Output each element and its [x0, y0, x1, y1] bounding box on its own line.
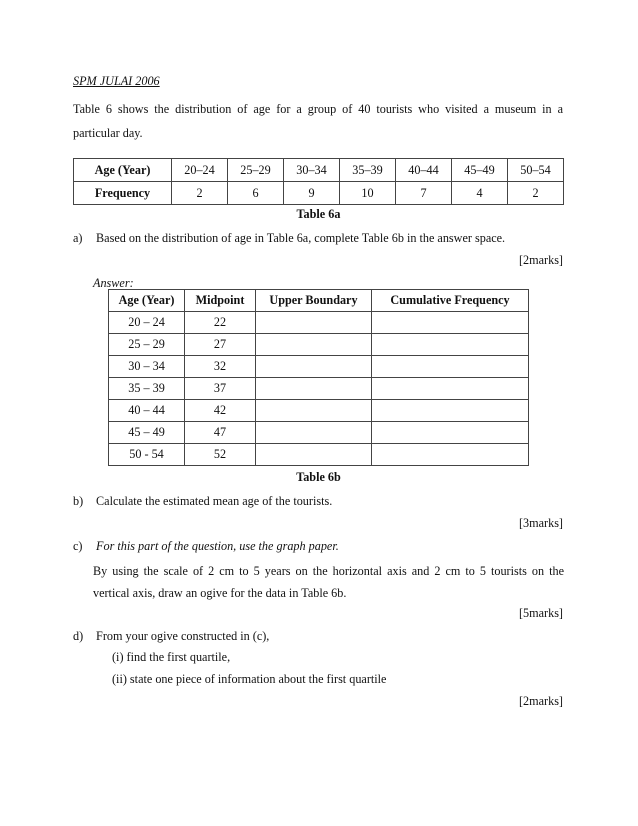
table-row	[109, 422, 529, 444]
table-6a-row-label: Frequency	[74, 182, 172, 205]
upper-boundary-cell	[256, 312, 372, 334]
table-6a-row-label: Age (Year)	[74, 159, 172, 182]
table-6a-frequency-row	[74, 182, 564, 205]
age-cell: 50 - 54	[109, 444, 185, 466]
midpoint-cell: 32	[185, 356, 256, 378]
exam-source-header: SPM JULAI 2006	[73, 74, 160, 88]
question-c-line-1: By using the scale of 2 cm to 5 years on the horizontal axis and 2 cm to 5 tourists on the	[93, 564, 564, 578]
midpoint-cell: 22	[185, 312, 256, 334]
table-6b-header: Cumulative Frequency	[372, 290, 529, 312]
age-cell: 40 – 44	[109, 400, 185, 422]
table-6a-frequency-cell: 6	[228, 182, 284, 205]
cumulative-frequency-cell	[372, 334, 529, 356]
midpoint-cell: 47	[185, 422, 256, 444]
table-6b-header: Midpoint	[185, 290, 256, 312]
cumulative-frequency-cell	[372, 356, 529, 378]
table-row	[109, 312, 529, 334]
upper-boundary-cell	[256, 422, 372, 444]
midpoint-cell: 27	[185, 334, 256, 356]
question-b-marks: [3marks]	[519, 516, 563, 530]
intro-line-2: particular day.	[73, 126, 143, 140]
midpoint-cell: 42	[185, 400, 256, 422]
age-cell: 30 – 34	[109, 356, 185, 378]
table-6a-frequency-cell: 2	[172, 182, 228, 205]
table-6a-age-cell: 45–49	[452, 159, 508, 182]
question-a-text: Based on the distribution of age in Table 6a, complete Table 6b in the answer space.	[96, 231, 506, 245]
table-6a-frequency-cell: 4	[452, 182, 508, 205]
question-a	[73, 230, 505, 246]
table-row	[109, 378, 529, 400]
upper-boundary-cell	[256, 356, 372, 378]
question-b-label: b)	[73, 494, 84, 508]
table-6a	[73, 158, 564, 205]
upper-boundary-cell	[256, 334, 372, 356]
question-d-part-ii: (ii) state one piece of information about the first quartile	[112, 672, 387, 686]
upper-boundary-cell	[256, 378, 372, 400]
question-d-label: d)	[73, 629, 84, 643]
intro-line-1: Table 6 shows the distribution of age for a group of 40 tourists who visited a museum in a	[73, 102, 563, 116]
cumulative-frequency-cell	[372, 422, 529, 444]
table-6a-frequency-cell: 2	[508, 182, 564, 205]
intro-paragraph	[73, 97, 563, 145]
table-row	[109, 334, 529, 356]
table-6b-caption: Table 6b	[296, 470, 341, 484]
table-6a-age-row	[74, 159, 564, 182]
question-c-line-2: vertical axis, draw an ogive for the data in Table 6b.	[93, 586, 347, 600]
table-6b-header-row	[109, 290, 529, 312]
age-cell: 45 – 49	[109, 422, 185, 444]
age-cell: 25 – 29	[109, 334, 185, 356]
table-6a-age-cell: 50–54	[508, 159, 564, 182]
cumulative-frequency-cell	[372, 378, 529, 400]
table-6a-frequency-cell: 10	[340, 182, 396, 205]
table-row	[109, 400, 529, 422]
question-d-text: From your ogive constructed in (c),	[96, 629, 270, 643]
question-a-label: a)	[73, 231, 83, 245]
age-cell: 35 – 39	[109, 378, 185, 400]
table-6b-header: Age (Year)	[109, 290, 185, 312]
table-6b	[108, 289, 529, 466]
upper-boundary-cell	[256, 444, 372, 466]
question-b-text: Calculate the estimated mean age of the tourists.	[96, 494, 333, 508]
midpoint-cell: 52	[185, 444, 256, 466]
table-row	[109, 444, 529, 466]
table-6a-frequency-cell: 9	[284, 182, 340, 205]
table-6a-caption: Table 6a	[296, 207, 341, 221]
cumulative-frequency-cell	[372, 312, 529, 334]
question-a-marks: [2marks]	[519, 253, 563, 267]
question-c-label: c)	[73, 539, 83, 553]
cumulative-frequency-cell	[372, 400, 529, 422]
table-6a-age-cell: 35–39	[340, 159, 396, 182]
question-c-instruction: For this part of the question, use the graph paper.	[96, 539, 339, 553]
question-d-part-i: (i) find the first quartile,	[112, 650, 231, 664]
age-cell: 20 – 24	[109, 312, 185, 334]
table-row	[109, 356, 529, 378]
table-6a-age-cell: 25–29	[228, 159, 284, 182]
cumulative-frequency-cell	[372, 444, 529, 466]
table-6a-age-cell: 20–24	[172, 159, 228, 182]
question-c-detail	[93, 560, 564, 604]
question-d-marks: [2marks]	[519, 694, 563, 708]
upper-boundary-cell	[256, 400, 372, 422]
table-6a-age-cell: 40–44	[396, 159, 452, 182]
table-6a-frequency-cell: 7	[396, 182, 452, 205]
question-c-marks: [5marks]	[519, 606, 563, 620]
midpoint-cell: 37	[185, 378, 256, 400]
answer-label: Answer:	[93, 276, 134, 290]
question-b	[73, 493, 332, 509]
question-d	[73, 628, 269, 644]
table-6b-header: Upper Boundary	[256, 290, 372, 312]
question-c	[73, 538, 339, 554]
table-6a-age-cell: 30–34	[284, 159, 340, 182]
